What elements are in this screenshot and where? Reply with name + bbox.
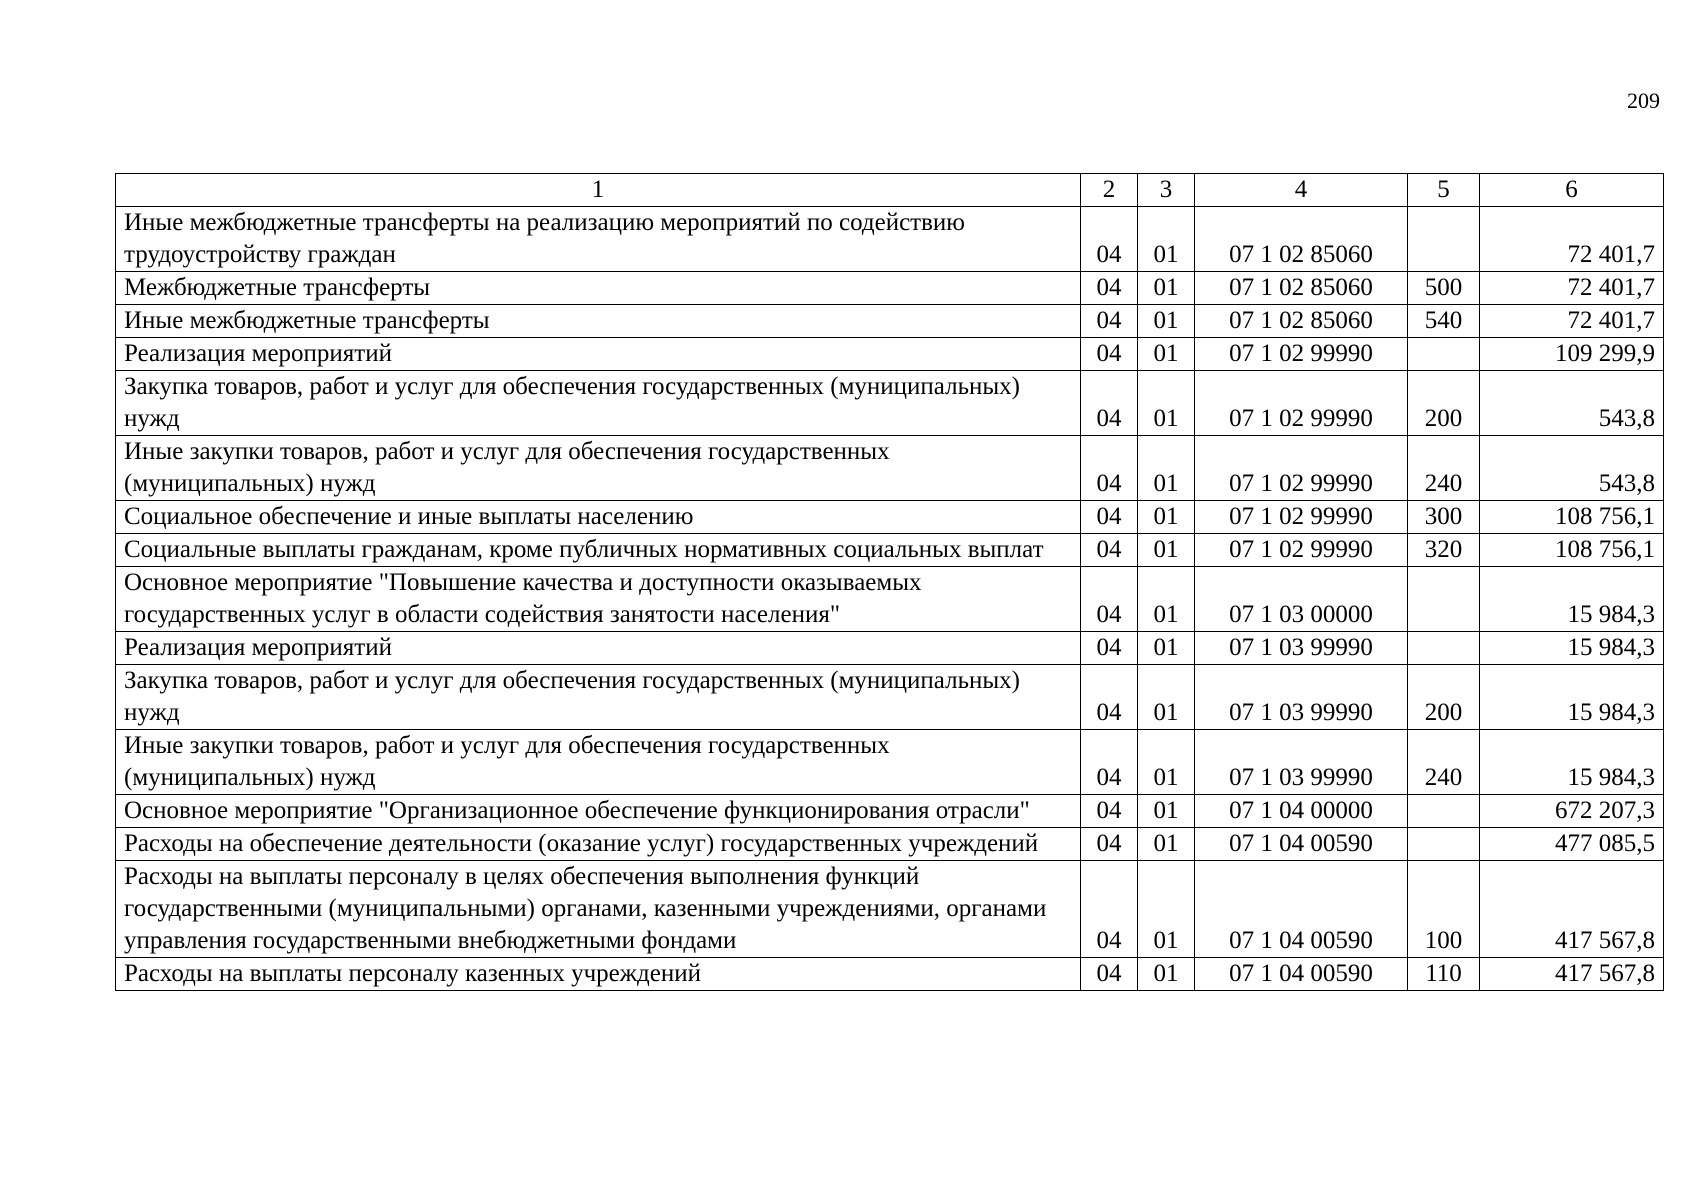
header-row xyxy=(116,174,1664,207)
row-subsection-cell: 01 xyxy=(1138,534,1195,567)
row-subsection-cell: 01 xyxy=(1138,567,1195,632)
row-section-cell: 04 xyxy=(1081,338,1138,371)
row-name-cell: Реализация мероприятий xyxy=(116,338,1081,371)
row-name-cell: Иные закупки товаров, работ и услуг для обеспечения государственных (муниципальных) нужд xyxy=(116,436,1081,501)
row-target-article-cell: 07 1 04 00590 xyxy=(1195,861,1408,958)
row-target-article-cell: 07 1 02 85060 xyxy=(1195,272,1408,305)
row-amount-cell: 417 567,8 xyxy=(1480,861,1664,958)
row-amount-cell: 72 401,7 xyxy=(1480,272,1664,305)
table-row xyxy=(116,207,1664,272)
row-name-cell: Иные межбюджетные трансферты xyxy=(116,305,1081,338)
row-name-cell: Расходы на обеспечение деятельности (оказание услуг) государственных учреждений xyxy=(116,828,1081,861)
row-subsection-cell: 01 xyxy=(1138,730,1195,795)
row-subsection-cell: 01 xyxy=(1138,207,1195,272)
column-header-1: 1 xyxy=(116,174,1081,207)
table-row xyxy=(116,861,1664,958)
row-name-cell: Реализация мероприятий xyxy=(116,632,1081,665)
row-section-cell: 04 xyxy=(1081,371,1138,436)
row-section-cell: 04 xyxy=(1081,665,1138,730)
row-expense-type-cell: 240 xyxy=(1408,436,1480,501)
table-row xyxy=(116,305,1664,338)
row-target-article-cell: 07 1 02 99990 xyxy=(1195,436,1408,501)
table-row xyxy=(116,436,1664,501)
row-target-article-cell: 07 1 03 00000 xyxy=(1195,567,1408,632)
row-target-article-cell: 07 1 03 99990 xyxy=(1195,665,1408,730)
row-section-cell: 04 xyxy=(1081,534,1138,567)
row-target-article-cell: 07 1 04 00590 xyxy=(1195,958,1408,991)
row-section-cell: 04 xyxy=(1081,795,1138,828)
row-amount-cell: 108 756,1 xyxy=(1480,534,1664,567)
row-expense-type-cell xyxy=(1408,338,1480,371)
row-name-cell: Закупка товаров, работ и услуг для обеспечения государственных (муниципальных) нужд xyxy=(116,371,1081,436)
row-amount-cell: 15 984,3 xyxy=(1480,730,1664,795)
row-amount-cell: 15 984,3 xyxy=(1480,665,1664,730)
table-row xyxy=(116,795,1664,828)
row-target-article-cell: 07 1 03 99990 xyxy=(1195,632,1408,665)
row-amount-cell: 15 984,3 xyxy=(1480,632,1664,665)
row-amount-cell: 543,8 xyxy=(1480,371,1664,436)
row-subsection-cell: 01 xyxy=(1138,828,1195,861)
row-target-article-cell: 07 1 02 99990 xyxy=(1195,371,1408,436)
column-header-4: 4 xyxy=(1195,174,1408,207)
page-number: 209 xyxy=(1627,88,1660,113)
row-amount-cell: 109 299,9 xyxy=(1480,338,1664,371)
row-section-cell: 04 xyxy=(1081,632,1138,665)
row-amount-cell: 543,8 xyxy=(1480,436,1664,501)
row-section-cell: 04 xyxy=(1081,567,1138,632)
row-expense-type-cell: 300 xyxy=(1408,501,1480,534)
row-target-article-cell: 07 1 04 00590 xyxy=(1195,828,1408,861)
table-header xyxy=(116,174,1664,207)
row-expense-type-cell: 320 xyxy=(1408,534,1480,567)
row-name-cell: Расходы на выплаты персоналу в целях обеспечения выполнения функций государственными (муниципальными) органами, казенными учреждениями, органами управления государственными внебюджетными фондами xyxy=(116,861,1081,958)
row-section-cell: 04 xyxy=(1081,861,1138,958)
row-name-cell: Межбюджетные трансферты xyxy=(116,272,1081,305)
table-row xyxy=(116,338,1664,371)
row-subsection-cell: 01 xyxy=(1138,501,1195,534)
row-subsection-cell: 01 xyxy=(1138,632,1195,665)
row-expense-type-cell: 540 xyxy=(1408,305,1480,338)
row-amount-cell: 72 401,7 xyxy=(1480,207,1664,272)
row-subsection-cell: 01 xyxy=(1138,371,1195,436)
table-row xyxy=(116,828,1664,861)
row-expense-type-cell xyxy=(1408,632,1480,665)
column-header-3: 3 xyxy=(1138,174,1195,207)
table-body xyxy=(116,207,1664,991)
row-subsection-cell: 01 xyxy=(1138,436,1195,501)
row-name-cell: Социальные выплаты гражданам, кроме публичных нормативных социальных выплат xyxy=(116,534,1081,567)
row-section-cell: 04 xyxy=(1081,730,1138,795)
row-target-article-cell: 07 1 04 00000 xyxy=(1195,795,1408,828)
row-section-cell: 04 xyxy=(1081,436,1138,501)
row-expense-type-cell: 110 xyxy=(1408,958,1480,991)
row-target-article-cell: 07 1 02 99990 xyxy=(1195,534,1408,567)
row-amount-cell: 15 984,3 xyxy=(1480,567,1664,632)
row-expense-type-cell: 100 xyxy=(1408,861,1480,958)
row-subsection-cell: 01 xyxy=(1138,958,1195,991)
table-row xyxy=(116,958,1664,991)
row-section-cell: 04 xyxy=(1081,501,1138,534)
row-subsection-cell: 01 xyxy=(1138,338,1195,371)
column-header-5: 5 xyxy=(1408,174,1480,207)
row-expense-type-cell: 200 xyxy=(1408,371,1480,436)
budget-table xyxy=(115,173,1664,991)
table-row xyxy=(116,665,1664,730)
row-subsection-cell: 01 xyxy=(1138,861,1195,958)
row-target-article-cell: 07 1 02 99990 xyxy=(1195,338,1408,371)
table-row xyxy=(116,501,1664,534)
row-name-cell: Иные межбюджетные трансферты на реализацию мероприятий по содействию трудоустройству граждан xyxy=(116,207,1081,272)
row-section-cell: 04 xyxy=(1081,305,1138,338)
row-name-cell: Социальное обеспечение и иные выплаты населению xyxy=(116,501,1081,534)
row-section-cell: 04 xyxy=(1081,958,1138,991)
table-row xyxy=(116,272,1664,305)
row-amount-cell: 108 756,1 xyxy=(1480,501,1664,534)
row-section-cell: 04 xyxy=(1081,207,1138,272)
row-target-article-cell: 07 1 02 85060 xyxy=(1195,305,1408,338)
row-amount-cell: 477 085,5 xyxy=(1480,828,1664,861)
row-subsection-cell: 01 xyxy=(1138,305,1195,338)
table-row xyxy=(116,371,1664,436)
row-name-cell: Основное мероприятие "Организационное обеспечение функционирования отрасли" xyxy=(116,795,1081,828)
row-section-cell: 04 xyxy=(1081,272,1138,305)
column-header-6: 6 xyxy=(1480,174,1664,207)
row-subsection-cell: 01 xyxy=(1138,272,1195,305)
row-expense-type-cell: 240 xyxy=(1408,730,1480,795)
row-expense-type-cell xyxy=(1408,828,1480,861)
row-target-article-cell: 07 1 02 85060 xyxy=(1195,207,1408,272)
row-expense-type-cell xyxy=(1408,567,1480,632)
table-row xyxy=(116,730,1664,795)
row-amount-cell: 72 401,7 xyxy=(1480,305,1664,338)
row-expense-type-cell xyxy=(1408,207,1480,272)
table-row xyxy=(116,534,1664,567)
row-name-cell: Закупка товаров, работ и услуг для обеспечения государственных (муниципальных) нужд xyxy=(116,665,1081,730)
row-target-article-cell: 07 1 03 99990 xyxy=(1195,730,1408,795)
row-expense-type-cell: 500 xyxy=(1408,272,1480,305)
row-expense-type-cell: 200 xyxy=(1408,665,1480,730)
row-subsection-cell: 01 xyxy=(1138,795,1195,828)
row-expense-type-cell xyxy=(1408,795,1480,828)
row-subsection-cell: 01 xyxy=(1138,665,1195,730)
row-target-article-cell: 07 1 02 99990 xyxy=(1195,501,1408,534)
row-name-cell: Расходы на выплаты персоналу казенных учреждений xyxy=(116,958,1081,991)
row-amount-cell: 672 207,3 xyxy=(1480,795,1664,828)
row-amount-cell: 417 567,8 xyxy=(1480,958,1664,991)
table-row xyxy=(116,567,1664,632)
row-name-cell: Основное мероприятие "Повышение качества и доступности оказываемых государственных услуг в области содействия занятости населения" xyxy=(116,567,1081,632)
table-row xyxy=(116,632,1664,665)
row-section-cell: 04 xyxy=(1081,828,1138,861)
row-name-cell: Иные закупки товаров, работ и услуг для обеспечения государственных (муниципальных) нужд xyxy=(116,730,1081,795)
column-header-2: 2 xyxy=(1081,174,1138,207)
